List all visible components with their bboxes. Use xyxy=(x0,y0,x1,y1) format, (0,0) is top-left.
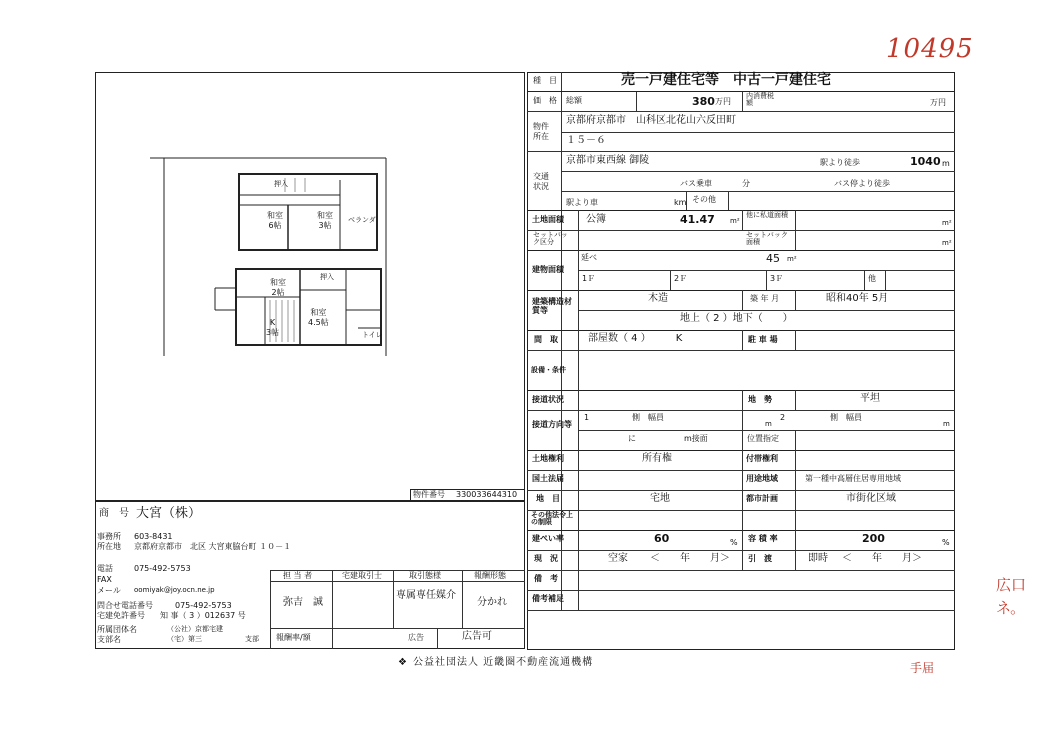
price-value: 380 xyxy=(692,95,715,108)
fee-value: 分かれ xyxy=(477,597,507,608)
ad-value: 広告可 xyxy=(462,631,492,642)
building-total-unit: m² xyxy=(787,255,797,263)
license-value: 知 事（ 3 ）012637 号 xyxy=(160,611,246,620)
office-zip: 603-8431 xyxy=(134,532,173,541)
coverage-unit: % xyxy=(730,538,738,547)
dir1-no: 1 xyxy=(584,413,590,422)
mode-value: 専属専任媒介 xyxy=(396,590,456,601)
land-rights-label: 土地権利 xyxy=(532,454,564,463)
fp-toilet: トイレ xyxy=(362,331,383,339)
private-road-unit: m² xyxy=(942,219,952,227)
far-unit: % xyxy=(942,538,950,547)
status-value: 空家 xyxy=(608,553,628,564)
tax-unit: 万円 xyxy=(930,98,946,107)
zoning-label: 用途地域 xyxy=(746,474,778,483)
fp-oshiire-1: 押入 xyxy=(274,180,288,188)
car-unit: km xyxy=(674,198,687,207)
ad-label: 広告 xyxy=(408,633,424,642)
branch-suffix: 支部 xyxy=(245,635,259,643)
fp-veranda: ベランダ xyxy=(348,216,376,224)
other-restrictions-label: その他法令上の制限 xyxy=(531,511,573,526)
fp-room-kitchen: K 3帖 xyxy=(266,318,280,337)
private-road-label: 他に私道面積 xyxy=(746,211,788,219)
car-label: 駅より車 xyxy=(566,198,598,207)
setback-label: セットバック区分 xyxy=(533,231,568,246)
transport-line: 京都市東西線 御陵 xyxy=(566,155,650,166)
attached-label: 付帯権利 xyxy=(746,454,778,463)
mail-label: メール xyxy=(97,586,121,595)
dir2-unit: m xyxy=(943,420,950,428)
office-address: 京都府京都市 北区 大宮東脇台町 １０－１ xyxy=(134,542,292,551)
walk-label: 駅より徒歩 xyxy=(820,158,860,167)
road-direction-label: 接道方向等 xyxy=(532,420,572,429)
fee-label: 報酬形態 xyxy=(474,571,506,580)
branch-value: （宅）第三 xyxy=(167,635,202,643)
delivery-year-month: ＜ 年 月＞ xyxy=(842,553,922,564)
type-label: 種 目 xyxy=(533,76,557,85)
dir1-side: 側 幅員 xyxy=(632,413,664,422)
footer-org: 公益社団法人 近畿圏不動産流通機構 xyxy=(413,657,594,668)
location-label: 物件所在 xyxy=(533,122,549,141)
fp-room-washitsu-6: 和室 6帖 xyxy=(267,211,283,230)
price-label: 価 格 xyxy=(533,96,557,105)
far-value: 200 xyxy=(862,532,885,545)
assoc-value: （公社）京都宅建 xyxy=(167,625,223,633)
shogo-label: 商 号 xyxy=(99,508,129,519)
manager-value: 弥吉 誠 xyxy=(283,597,323,608)
land-area-unit: m² xyxy=(730,217,740,225)
delivery-value: 即時 xyxy=(808,553,828,564)
fax-label: FAX xyxy=(97,575,112,584)
built-value: 昭和40年 5月 xyxy=(826,293,889,304)
land-rights-value: 所有権 xyxy=(642,453,672,464)
manager-label: 担 当 者 xyxy=(283,571,313,580)
status-label: 現 況 xyxy=(534,554,558,563)
price-unit: 万円 xyxy=(715,97,731,106)
doc-number: 10495 xyxy=(886,34,974,64)
inquiry-value: 075-492-5753 xyxy=(175,601,232,610)
city-plan-value: 市街化区域 xyxy=(846,493,896,504)
dir1-unit: m xyxy=(765,420,772,428)
location-line1: 京都府京都市 山科区北花山六反田町 xyxy=(566,115,736,126)
company-name: 大宮（株） xyxy=(136,506,202,521)
branch-label: 支部名 xyxy=(97,635,121,644)
office-label: 事務所 xyxy=(97,532,121,541)
fp-oshiire-2: 押入 xyxy=(320,273,334,281)
walk-unit: m xyxy=(942,159,950,168)
road-status-label: 接道状況 xyxy=(532,395,564,404)
floors-value: 地上（ 2 ）地下（ ） xyxy=(680,313,793,324)
building-area-label: 建物面積 xyxy=(532,265,564,274)
transport-label: 交通状況 xyxy=(533,172,549,191)
mode-label: 取引態様 xyxy=(409,571,441,580)
stamp-note: 手届 xyxy=(910,661,935,675)
fp-room-washitsu-2: 和室 2帖 xyxy=(270,278,286,297)
frontage: に m接面 xyxy=(628,434,708,443)
license-label: 宅建免許番号 xyxy=(97,611,145,620)
terrain-label: 地 勢 xyxy=(748,395,772,404)
floor-1f: 1Ｆ xyxy=(582,274,596,283)
price-total-label: 総額 xyxy=(566,96,582,105)
fp-room-washitsu-3: 和室 3帖 xyxy=(317,211,333,230)
dir2-no: 2 xyxy=(780,413,786,422)
supplement-label: 備考補足 xyxy=(532,594,564,603)
property-number-label: 物件番号 xyxy=(413,490,445,499)
licensed-label: 宅建取引士 xyxy=(342,571,382,580)
bus-ride-label: バス乗車 xyxy=(680,179,712,188)
zoning-value: 第一種中高層住居専用地域 xyxy=(805,474,901,483)
building-total-label: 延べ xyxy=(581,253,597,262)
floor-3f: 3Ｆ xyxy=(770,274,784,283)
land-area-type: 公簿 xyxy=(586,214,606,225)
status-year-month: ＜ 年 月＞ xyxy=(650,553,730,564)
other-label: その他 xyxy=(692,195,716,204)
phone-label: 電話 xyxy=(97,564,113,573)
setback-area-label: セットバック面積 xyxy=(746,231,788,246)
assoc-label: 所属団体名 xyxy=(97,625,137,634)
category-label: 地 目 xyxy=(536,494,560,503)
land-area-label: 土地面積 xyxy=(532,215,564,224)
terrain-value: 平坦 xyxy=(860,393,880,404)
structure-label: 建築構造材質等 xyxy=(532,297,572,315)
bus-walk-label: バス停より徒歩 xyxy=(834,179,890,188)
dir2-side: 側 幅員 xyxy=(830,413,862,422)
coverage-value: 60 xyxy=(654,532,670,545)
city-plan-label: 都市計画 xyxy=(746,494,778,503)
far-label: 容 積 率 xyxy=(748,534,778,543)
category-value: 宅地 xyxy=(650,493,670,504)
mail-value: oomiyak@joy.ocn.ne.jp xyxy=(134,586,215,594)
setback-unit: m² xyxy=(942,239,952,247)
tax-label: 内消費税 額 xyxy=(746,92,781,107)
floor-2f: 2Ｆ xyxy=(674,274,688,283)
walk-value: 1040 xyxy=(910,155,941,168)
land-area-value: 41.47 xyxy=(680,213,715,226)
property-number-value: 330033644310 xyxy=(456,490,518,499)
built-label: 築 年 月 xyxy=(750,294,780,303)
position-label: 位置指定 xyxy=(747,434,779,443)
structure-material: 木造 xyxy=(648,293,668,304)
building-total-value: 45 xyxy=(766,252,780,265)
floor-other: 他 xyxy=(868,274,876,283)
facilities-label: 設備・条件 xyxy=(531,366,566,374)
phone-value: 075-492-5753 xyxy=(134,564,191,573)
footer-logo-icon: ❖ xyxy=(398,657,407,668)
delivery-label: 引 渡 xyxy=(748,554,772,563)
type-value: 売一戸建住宅等 中古一戸建住宅 xyxy=(621,72,831,88)
layout-rooms: 部屋数（ 4 ） K xyxy=(588,333,683,344)
fee-rate-label: 報酬率/額 xyxy=(276,633,311,642)
parking-label: 駐 車 場 xyxy=(748,335,778,344)
inquiry-label: 問合せ電話番号 xyxy=(97,601,153,610)
bus-min-unit: 分 xyxy=(742,179,750,188)
coverage-label: 建ぺい率 xyxy=(532,534,564,543)
location-line2: １５－６ xyxy=(566,135,606,146)
fp-room-washitsu-45: 和室 4.5帖 xyxy=(308,308,329,327)
layout-label: 間 取 xyxy=(534,335,558,344)
remarks-label: 備 考 xyxy=(534,574,558,583)
address-label: 所在地 xyxy=(97,542,121,551)
side-note: 広口 ネ。 xyxy=(996,576,1027,617)
national-law-label: 国土法届 xyxy=(532,474,564,483)
